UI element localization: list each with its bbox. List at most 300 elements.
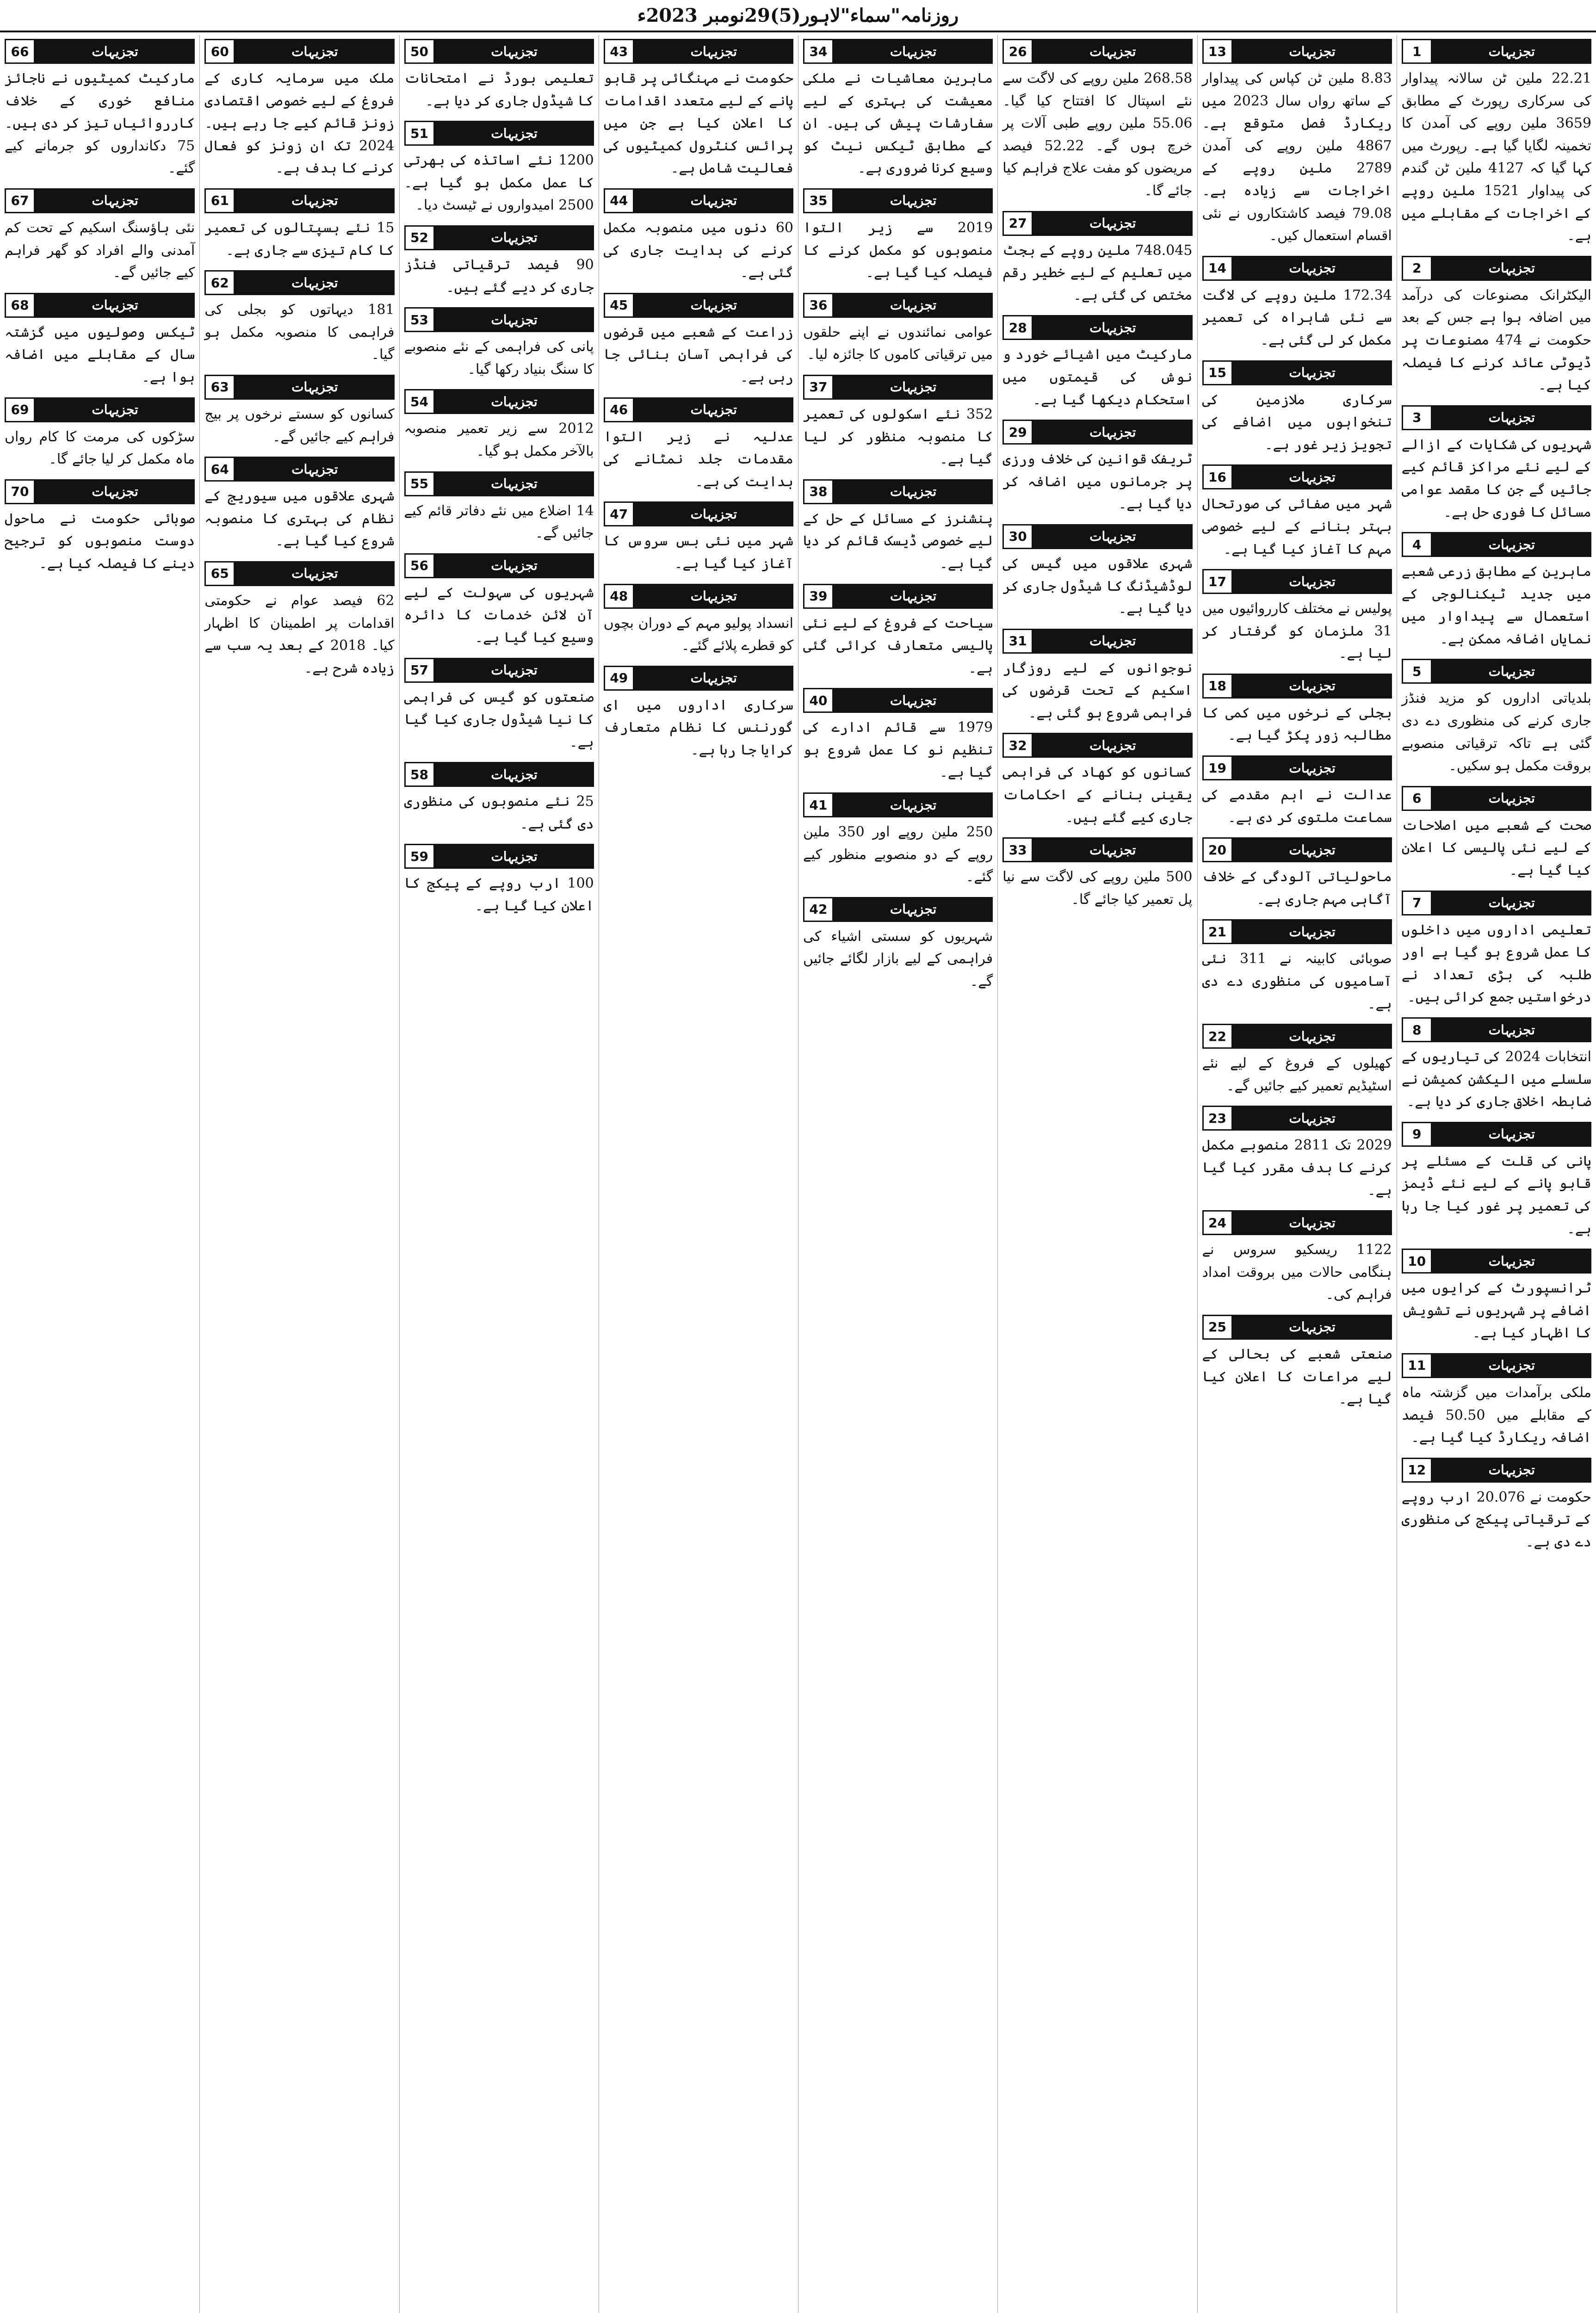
article-body: 14 اضلاع میں نئے دفاتر قائم کیے جائیں گے۔	[404, 502, 594, 542]
article-item	[1002, 420, 1192, 516]
article-section-label: تجزیہات	[634, 666, 793, 691]
article-header	[803, 39, 993, 64]
article-body: ٹریفک قوانین کی خلاف ورزی پر جرمانوں میں اضافہ کر دیا گیا ہے۔	[1002, 451, 1193, 513]
article-item	[404, 471, 594, 545]
article-header	[5, 293, 195, 318]
column-3	[997, 35, 1197, 2313]
article-header	[803, 188, 993, 213]
article-item	[1002, 211, 1192, 307]
column-7	[199, 35, 399, 2313]
article-body: نئی ہاؤسنگ اسکیم کے تحت کم آمدنی والے افراد کو گھر فراہم کیے جائیں گے۔	[5, 219, 195, 281]
article-section-label: تجزیہات	[1033, 39, 1192, 64]
article-body: کسانوں کو سستے نرخوں پر بیج فراہم کیے جائیں گے۔	[204, 406, 395, 445]
columns-container	[0, 35, 1596, 2313]
article-body: بلدیاتی اداروں کو مزید فنڈز جاری کرنے کی منظوری دے دی گئی ہے تاکہ ترقیاتی منصوبے بروقت مکمل ہو سکیں۔	[1401, 690, 1591, 774]
article-section-label: تجزیہات	[834, 375, 993, 400]
article-item	[204, 188, 394, 262]
article-body: حکومت نے مہنگائی پر قابو پانے کے لیے متعدد اقدامات کا اعلان کیا ہے جن میں پرائس کنٹرول کمیٹیوں کی فعالیت شامل ہے۔	[603, 70, 793, 177]
article-section-label: تجزیہات	[834, 792, 993, 817]
article-body: صنعتوں کو گیس کی فراہمی کا نیا شیڈول جاری کیا گیا ہے۔	[404, 689, 594, 750]
article-item	[803, 688, 993, 784]
article-number: 9	[1402, 1122, 1432, 1147]
article-section-label: تجزیہات	[834, 188, 993, 213]
article-header	[604, 501, 793, 526]
article-number: 8	[1402, 1017, 1432, 1042]
article-item	[1402, 405, 1591, 524]
column-4	[798, 35, 997, 2313]
article-section-label: تجزیہات	[435, 658, 594, 683]
article-header	[1202, 39, 1392, 64]
article-number: 43	[604, 39, 634, 64]
article-header	[1402, 1122, 1591, 1147]
article-header	[204, 188, 394, 213]
article-section-label: تجزیہات	[834, 897, 993, 922]
article-header	[404, 553, 594, 578]
article-number: 30	[1002, 524, 1033, 549]
article-item	[1402, 1249, 1591, 1345]
article-body: شہریوں کو سستی اشیاء کی فراہمی کے لیے بازار لگائے جائیں گے۔	[803, 928, 993, 990]
article-section-label: تجزیہات	[235, 39, 394, 64]
article-item	[604, 501, 793, 575]
article-item	[1202, 1024, 1392, 1097]
article-header	[404, 121, 594, 146]
article-body: سیاحت کے فروغ کے لیے نئی پالیسی متعارف کرائی گئی ہے۔	[803, 615, 993, 676]
article-header	[1202, 1106, 1392, 1131]
article-body: ٹرانسپورٹ کے کرایوں میں اضافے پر شہریوں نے تشویش کا اظہار کیا ہے۔	[1401, 1280, 1591, 1342]
article-header	[803, 584, 993, 609]
article-number: 42	[803, 897, 834, 922]
article-body: 62 فیصد عوام نے حکومتی اقدامات پر اطمینان کا اظہار کیا۔ 2018 کے بعد یہ سب سے زیادہ شرح ہے۔	[204, 592, 395, 676]
article-section-label: تجزیہات	[35, 397, 195, 422]
masthead-title: روزنامہ"سماء"لاہور(5)29نومبر 2023ء	[637, 4, 959, 26]
article-section-label: تجزیہات	[1233, 39, 1392, 64]
article-section-label: تجزیہات	[834, 479, 993, 504]
article-number: 31	[1002, 629, 1033, 654]
article-item	[204, 270, 394, 366]
article-header	[1202, 674, 1392, 699]
article-item	[803, 479, 993, 575]
article-body: 1122 ریسکیو سروس نے ہنگامی حالات میں بروقت امداد فراہم کی۔	[1202, 1242, 1392, 1303]
article-body: پانی کی فراہمی کے نئے منصوبے کا سنگ بنیاد رکھا گیا۔	[404, 339, 594, 377]
article-item	[1402, 891, 1591, 1009]
article-number: 35	[803, 188, 834, 213]
article-item	[5, 39, 195, 180]
article-header	[404, 389, 594, 414]
article-number: 67	[5, 188, 35, 213]
article-header	[204, 561, 394, 586]
article-body: زراعت کے شعبے میں قرضوں کی فراہمی آسان بنائی جا رہی ہے۔	[603, 324, 793, 385]
article-number: 61	[204, 188, 235, 213]
article-item	[404, 844, 594, 917]
article-body: 8.83 ملین ٹن کپاس کی پیداوار کے ساتھ رواں سال 2023 میں ریکارڈ فصل متوقع ہے۔ 4867 ملین روپے کی آمدن 2789 ملین روپے کے اخراجات سے زیادہ ہے۔ 79.08 فیصد کاشتکاروں نے نئی اقسام استعمال کیں۔	[1202, 70, 1392, 244]
article-section-label: تجزیہات	[1432, 1017, 1591, 1042]
article-number: 32	[1002, 733, 1033, 758]
article-body: ٹیکس وصولیوں میں گزشتہ سال کے مقابلے میں اضافہ ہوا ہے۔	[5, 324, 195, 385]
article-section-label: تجزیہات	[1233, 919, 1392, 944]
article-section-label: تجزیہات	[834, 688, 993, 713]
article-item	[5, 188, 195, 284]
article-item	[803, 39, 993, 180]
article-header	[1202, 837, 1392, 862]
article-item	[803, 897, 993, 993]
article-section-label: تجزیہات	[1233, 464, 1392, 489]
article-body: مارکیٹ میں اشیائے خورد و نوش کی قیمتوں میں استحکام دیکھا گیا ہے۔	[1002, 346, 1193, 408]
article-section-label: تجزیہات	[435, 121, 594, 146]
article-header	[404, 225, 594, 250]
article-header	[803, 792, 993, 817]
article-header	[1002, 733, 1192, 758]
article-header	[1202, 569, 1392, 594]
article-body: عوامی نمائندوں نے اپنے حلقوں میں ترقیاتی کاموں کا جائزہ لیا۔	[803, 324, 993, 363]
article-header	[1402, 39, 1591, 64]
article-number: 65	[204, 561, 235, 586]
article-body: 1979 سے قائم ادارے کی تنظیم نو کا عمل شروع ہو گیا ہے۔	[803, 719, 993, 781]
article-body: شہر میں صفائی کی صورتحال بہتر بنانے کے لیے خصوصی مہم کا آغاز کیا گیا ہے۔	[1202, 496, 1392, 557]
article-section-label: تجزیہات	[435, 225, 594, 250]
article-section-label: تجزیہات	[235, 270, 394, 295]
article-section-label: تجزیہات	[1432, 256, 1591, 281]
article-body: 1200 نئے اساتذہ کی بھرتی کا عمل مکمل ہو گیا ہے۔ 2500 امیدواروں نے ٹیسٹ دیا۔	[404, 152, 594, 214]
article-number: 37	[803, 375, 834, 400]
column-8	[0, 35, 199, 2313]
article-body: شہریوں کی شکایات کے ازالے کے لیے نئے مراکز قائم کیے جائیں گے جن کا مقصد عوامی مسائل کا فوری حل ہے۔	[1401, 436, 1591, 520]
article-item	[1202, 360, 1392, 457]
article-section-label: تجزیہات	[1033, 524, 1192, 549]
article-body: بجلی کے نرخوں میں کمی کا مطالبہ زور پکڑ گیا ہے۔	[1202, 705, 1392, 744]
article-body: 250 ملین روپے اور 350 ملین روپے کے دو منصوبے منظور کیے گئے۔	[803, 824, 993, 885]
article-section-label: تجزیہات	[235, 457, 394, 482]
article-number: 25	[1202, 1315, 1233, 1340]
article-item	[803, 188, 993, 284]
article-number: 22	[1202, 1024, 1233, 1049]
article-header	[1402, 1249, 1591, 1274]
article-header	[1002, 524, 1192, 549]
article-item	[803, 792, 993, 889]
article-number: 68	[5, 293, 35, 318]
article-section-label: تجزیہات	[1233, 837, 1392, 862]
article-body: 2019 سے زیر التوا منصوبوں کو مکمل کرنے کا فیصلہ کیا گیا ہے۔	[803, 219, 993, 281]
article-number: 55	[404, 471, 435, 496]
article-number: 49	[604, 666, 634, 691]
article-number: 54	[404, 389, 435, 414]
article-number: 17	[1202, 569, 1233, 594]
article-number: 63	[204, 375, 235, 400]
article-body: 2029 تک 2811 منصوبے مکمل کرنے کا ہدف مقرر کیا گیا ہے۔	[1202, 1137, 1392, 1199]
article-header	[1402, 659, 1591, 684]
article-body: حکومت نے 20.076 ارب روپے کے ترقیاتی پیکج کی منظوری دے دی ہے۔	[1401, 1489, 1592, 1550]
article-body: 268.58 ملین روپے کی لاگت سے نئے اسپتال کا افتتاح کیا گیا۔ 55.06 ملین روپے طبی آلات پر خرچ ہوں گے۔ 52.22 فیصد مریضوں کو مفت علاج فراہم کیا جائے گا۔	[1002, 70, 1193, 199]
article-item	[604, 397, 793, 494]
article-header	[1002, 420, 1192, 445]
article-section-label: تجزیہات	[1233, 1210, 1392, 1235]
article-item	[604, 188, 793, 284]
article-number: 4	[1402, 532, 1432, 557]
article-header	[1002, 211, 1192, 236]
article-item	[1402, 1122, 1591, 1240]
article-header	[404, 844, 594, 869]
article-section-label: تجزیہات	[35, 39, 195, 64]
article-body: شہری علاقوں میں سیوریج کے نظام کی بہتری کا منصوبہ شروع کیا گیا ہے۔	[204, 488, 395, 550]
article-number: 13	[1202, 39, 1233, 64]
article-item	[604, 293, 793, 389]
article-item	[1202, 569, 1392, 665]
column-2	[1197, 35, 1397, 2313]
article-header	[1402, 256, 1591, 281]
article-item	[1202, 919, 1392, 1015]
article-number: 64	[204, 457, 235, 482]
article-number: 60	[204, 39, 235, 64]
article-body: نوجوانوں کے لیے روزگار اسکیم کے تحت قرضوں کی فراہمی شروع ہو گئی ہے۔	[1002, 660, 1193, 721]
article-section-label: تجزیہات	[1033, 420, 1192, 445]
article-item	[1202, 1210, 1392, 1306]
article-section-label: تجزیہات	[1233, 569, 1392, 594]
article-body: 2012 سے زیر تعمیر منصوبہ بالآخر مکمل ہو گیا۔	[404, 421, 594, 459]
article-number: 36	[803, 293, 834, 318]
article-section-label: تجزیہات	[35, 293, 195, 318]
article-item	[1202, 674, 1392, 747]
article-header	[204, 375, 394, 400]
article-section-label: تجزیہات	[435, 844, 594, 869]
article-header	[803, 293, 993, 318]
article-number: 12	[1402, 1458, 1432, 1483]
article-body: پنشنرز کے مسائل کے حل کے لیے خصوصی ڈیسک قائم کر دیا گیا ہے۔	[803, 510, 993, 572]
article-item	[1402, 1017, 1591, 1113]
article-body: الیکٹرانک مصنوعات کی درآمد میں اضافہ ہوا ہے جس کے بعد حکومت نے 474 مصنوعات پر ڈیوٹی عائد کرنے کا فیصلہ کیا ہے۔	[1401, 287, 1592, 394]
article-number: 52	[404, 225, 435, 250]
article-section-label: تجزیہات	[1432, 39, 1591, 64]
article-body: 90 فیصد ترقیاتی فنڈز جاری کر دیے گئے ہیں۔	[404, 256, 594, 296]
article-body: 22.21 ملین ٹن سالانہ پیداوار کی سرکاری رپورٹ کے مطابق 3659 ملین روپے کی آمدن کا تخمینہ لگایا گیا ہے۔ رپورٹ میں کہا گیا کہ 4127 ملین ٹن گندم کی پیداوار 1521 ملین روپے کے اخراجات کے مقابلے میں ہے۔	[1401, 70, 1591, 244]
article-body: 500 ملین روپے کی لاگت سے نیا پل تعمیر کیا جائے گا۔	[1002, 869, 1193, 908]
article-section-label: تجزیہات	[35, 188, 195, 213]
article-item	[1202, 755, 1392, 829]
article-body: شہری علاقوں میں گیس کی لوڈشیڈنگ کا شیڈول جاری کر دیا گیا ہے۔	[1002, 555, 1193, 617]
article-item	[1002, 837, 1192, 911]
article-number: 38	[803, 479, 834, 504]
article-body: کھیلوں کے فروغ کے لیے نئے اسٹیڈیم تعمیر کیے جائیں گے۔	[1202, 1055, 1392, 1094]
article-number: 62	[204, 270, 235, 295]
article-number: 20	[1202, 837, 1233, 862]
article-header	[1202, 256, 1392, 281]
article-item	[404, 762, 594, 835]
article-section-label: تجزیہات	[1432, 659, 1591, 684]
article-item	[204, 375, 394, 448]
article-body: تعلیمی بورڈ نے امتحانات کا شیڈول جاری کر دیا ہے۔	[404, 70, 594, 109]
article-header	[1202, 1315, 1392, 1340]
article-number: 10	[1402, 1249, 1432, 1274]
article-number: 41	[803, 792, 834, 817]
article-header	[404, 471, 594, 496]
article-body: سڑکوں کی مرمت کا کام رواں ماہ مکمل کر لیا جائے گا۔	[5, 428, 195, 468]
article-section-label: تجزیہات	[634, 188, 793, 213]
article-body: انسداد پولیو مہم کے دوران بچوں کو قطرے پلائے گئے۔	[603, 615, 793, 654]
article-item	[1202, 837, 1392, 911]
article-number: 28	[1002, 315, 1033, 340]
article-header	[204, 457, 394, 482]
article-header	[1002, 39, 1192, 64]
article-number: 58	[404, 762, 435, 787]
article-body: ماحولیاتی آلودگی کے خلاف آگاہی مہم جاری ہے۔	[1202, 869, 1392, 908]
article-body: 100 ارب روپے کے پیکج کا اعلان کیا گیا ہے۔	[404, 875, 594, 915]
article-section-label: تجزیہات	[435, 762, 594, 787]
article-header	[803, 688, 993, 713]
article-item	[204, 457, 394, 553]
article-header	[5, 39, 195, 64]
masthead	[0, 0, 1596, 32]
article-item	[604, 39, 793, 180]
article-header	[404, 658, 594, 683]
article-section-label: تجزیہات	[1233, 360, 1392, 385]
article-body: ماہرین کے مطابق زرعی شعبے میں جدید ٹیکنالوجی کے استعمال سے پیداوار میں نمایاں اضافہ ممکن ہے۔	[1401, 563, 1591, 647]
article-header	[604, 666, 793, 691]
article-section-label: تجزیہات	[1432, 786, 1591, 811]
article-item	[803, 375, 993, 471]
article-section-label: تجزیہات	[35, 479, 195, 504]
article-item	[1202, 1106, 1392, 1202]
column-1	[1397, 35, 1596, 2313]
article-number: 44	[604, 188, 634, 213]
article-number: 45	[604, 293, 634, 318]
article-number: 5	[1402, 659, 1432, 684]
article-section-label: تجزیہات	[235, 561, 394, 586]
article-body: عدلیہ نے زیر التوا مقدمات جلد نمٹانے کی ہدایت کی ہے۔	[603, 428, 793, 490]
article-section-label: تجزیہات	[435, 471, 594, 496]
article-header	[5, 397, 195, 422]
article-number: 23	[1202, 1106, 1233, 1131]
article-body: شہر میں نئی بس سروس کا آغاز کیا گیا ہے۔	[603, 533, 793, 572]
article-section-label: تجزیہات	[1033, 211, 1192, 236]
article-number: 40	[803, 688, 834, 713]
article-item	[1402, 786, 1591, 882]
article-item	[1402, 659, 1591, 777]
article-section-label: تجزیہات	[435, 553, 594, 578]
article-item	[604, 666, 793, 762]
article-section-label: تجزیہات	[1233, 1106, 1392, 1131]
article-item	[1202, 39, 1392, 247]
article-number: 11	[1402, 1353, 1432, 1378]
article-section-label: تجزیہات	[834, 584, 993, 609]
article-section-label: تجزیہات	[1432, 532, 1591, 557]
article-header	[803, 479, 993, 504]
article-item	[404, 307, 594, 381]
article-number: 15	[1202, 360, 1233, 385]
article-number: 27	[1002, 211, 1033, 236]
article-item	[1202, 1315, 1392, 1411]
article-item	[404, 553, 594, 649]
article-header	[604, 188, 793, 213]
article-section-label: تجزیہات	[1033, 315, 1192, 340]
article-number: 18	[1202, 674, 1233, 699]
article-header	[604, 293, 793, 318]
article-number: 19	[1202, 755, 1233, 780]
article-section-label: تجزیہات	[1233, 256, 1392, 281]
article-item	[1002, 733, 1192, 829]
article-number: 29	[1002, 420, 1033, 445]
article-item	[1402, 1353, 1591, 1449]
article-item	[1002, 629, 1192, 725]
article-number: 39	[803, 584, 834, 609]
article-body: عدالت نے اہم مقدمے کی سماعت ملتوی کر دی ہے۔	[1202, 787, 1392, 826]
article-header	[803, 897, 993, 922]
article-body: ملک میں سرمایہ کاری کے فروغ کے لیے خصوصی اقتصادی زونز قائم کیے جا رہے ہیں۔ 2024 تک ان زونز کو فعال کرنے کا ہدف ہے۔	[204, 70, 395, 177]
article-number: 7	[1402, 891, 1432, 915]
article-item	[1202, 256, 1392, 352]
article-header	[604, 39, 793, 64]
article-header	[5, 479, 195, 504]
article-number: 16	[1202, 464, 1233, 489]
article-header	[1402, 891, 1591, 915]
article-number: 26	[1002, 39, 1033, 64]
column-5	[599, 35, 798, 2313]
article-section-label: تجزیہات	[1432, 891, 1591, 915]
article-number: 69	[5, 397, 35, 422]
article-item	[1002, 315, 1192, 411]
article-item	[5, 293, 195, 389]
article-section-label: تجزیہات	[235, 375, 394, 400]
article-section-label: تجزیہات	[834, 39, 993, 64]
article-section-label: تجزیہات	[435, 307, 594, 332]
article-body: صوبائی کابینہ نے 311 نئی آسامیوں کی منظوری دے دی ہے۔	[1202, 951, 1392, 1012]
article-body: صحت کے شعبے میں اصلاحات کے لیے نئی پالیسی کا اعلان کیا گیا ہے۔	[1401, 817, 1591, 879]
article-body: مارکیٹ کمیٹیوں نے ناجائز منافع خوری کے خلاف کارروائیاں تیز کر دی ہیں۔ 75 دکانداروں کو جرمانے کیے گئے۔	[5, 70, 195, 177]
article-number: 21	[1202, 919, 1233, 944]
article-section-label: تجزیہات	[634, 501, 793, 526]
article-item	[204, 561, 394, 680]
article-item	[1002, 39, 1192, 203]
article-item	[803, 584, 993, 680]
article-item	[404, 225, 594, 299]
article-item	[1402, 1458, 1591, 1554]
article-item	[5, 397, 195, 471]
article-header	[604, 397, 793, 422]
article-header	[1402, 1458, 1591, 1483]
article-body: 60 دنوں میں منصوبہ مکمل کرنے کی ہدایت جاری کی گئی ہے۔	[603, 219, 793, 281]
article-number: 6	[1402, 786, 1432, 811]
article-section-label: تجزیہات	[1233, 1024, 1392, 1049]
article-body: 25 نئے منصوبوں کی منظوری دی گئی ہے۔	[404, 793, 594, 832]
article-body: کسانوں کو کھاد کی فراہمی یقینی بنانے کے احکامات جاری کیے گئے ہیں۔	[1002, 764, 1193, 826]
article-section-label: تجزیہات	[1233, 1315, 1392, 1340]
article-number: 48	[604, 584, 634, 609]
article-header	[1002, 837, 1192, 862]
article-body: تعلیمی اداروں میں داخلوں کا عمل شروع ہو گیا ہے اور طلبہ کی بڑی تعداد نے درخواستیں جمع کرائی ہیں۔	[1401, 921, 1591, 1006]
article-body: 15 نئے ہسپتالوں کی تعمیر کا کام تیزی سے جاری ہے۔	[204, 219, 395, 259]
article-number: 1	[1402, 39, 1432, 64]
article-section-label: تجزیہات	[435, 389, 594, 414]
article-number: 53	[404, 307, 435, 332]
article-number: 51	[404, 121, 435, 146]
article-header	[1202, 1024, 1392, 1049]
article-number: 57	[404, 658, 435, 683]
article-header	[404, 307, 594, 332]
article-body: سرکاری اداروں میں ای گورننس کا نظام متعارف کرایا جا رہا ہے۔	[603, 697, 793, 758]
article-section-label: تجزیہات	[1233, 755, 1392, 780]
article-item	[1402, 532, 1591, 650]
article-body: 748.045 ملین روپے کے بجٹ میں تعلیم کے لیے خطیر رقم مختص کی گئی ہے۔	[1002, 242, 1193, 303]
article-section-label: تجزیہات	[1432, 1353, 1591, 1378]
article-section-label: تجزیہات	[1432, 405, 1591, 430]
article-header	[1402, 786, 1591, 811]
article-number: 59	[404, 844, 435, 869]
article-section-label: تجزیہات	[634, 584, 793, 609]
article-section-label: تجزیہات	[235, 188, 394, 213]
article-section-label: تجزیہات	[1033, 629, 1192, 654]
article-number: 70	[5, 479, 35, 504]
article-header	[1002, 629, 1192, 654]
article-header	[1402, 1017, 1591, 1042]
article-header	[404, 39, 594, 64]
article-body: شہریوں کی سہولت کے لیے آن لائن خدمات کا دائرہ وسیع کیا گیا ہے۔	[404, 584, 594, 646]
